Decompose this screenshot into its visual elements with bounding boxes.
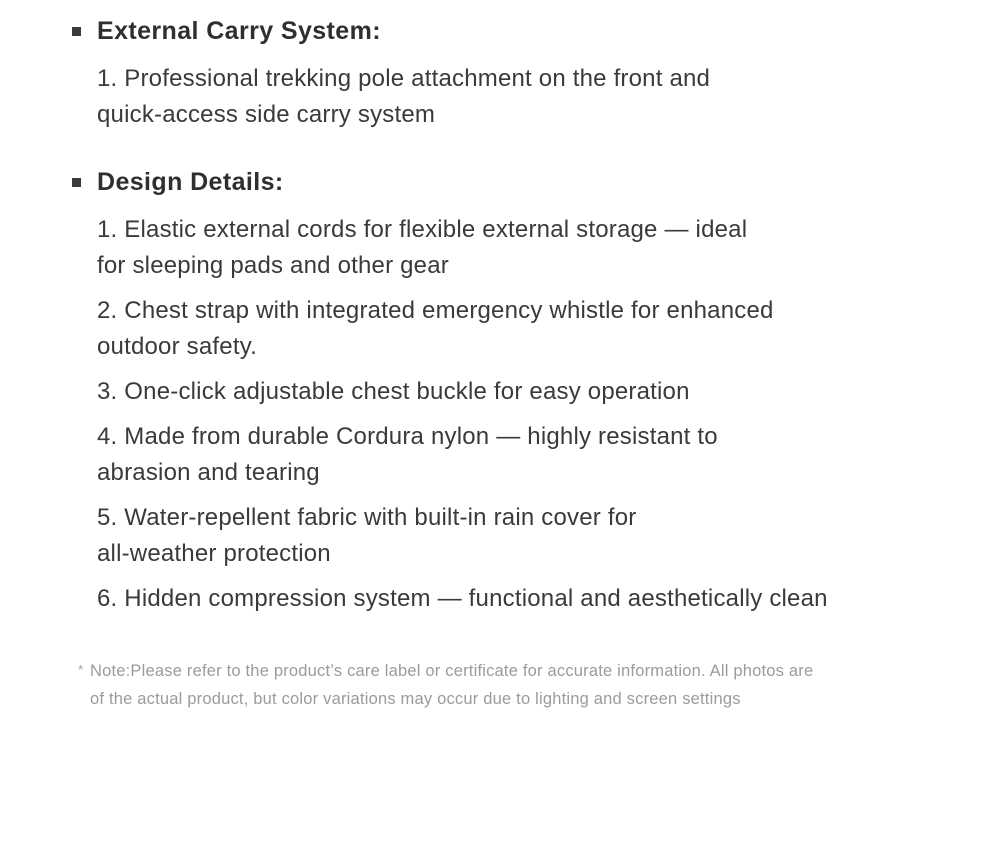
section-heading-row [72,16,980,46]
section-items [97,212,980,617]
square-bullet-icon [72,178,81,187]
feature-line: 4. Made from durable Cordura nylon — highly resistant to [97,423,718,450]
section-title: Design Details: [97,168,284,196]
feature-item [97,581,980,617]
disclaimer-text [90,657,813,713]
feature-line: for sleeping pads and other gear [97,252,449,279]
feature-item [97,374,980,410]
section-items [97,61,980,133]
asterisk-marker: * [78,662,84,677]
disclaimer-note [78,657,980,713]
section-design-details [72,167,980,617]
section-heading-row [72,167,980,197]
feature-item [97,419,980,491]
feature-line: 1. Elastic external cords for flexible external storage — ideal [97,216,748,243]
square-bullet-icon [72,27,81,36]
feature-line: 6. Hidden compression system — functional and aesthetically clean [97,585,828,612]
feature-item [97,61,980,133]
feature-line: all-weather protection [97,540,331,567]
feature-item [97,500,980,572]
feature-line: 3. One-click adjustable chest buckle for easy operation [97,378,690,405]
disclaimer-line: Note:Please refer to the product’s care label or certificate for accurate information. All photos are [90,662,814,680]
feature-line: 1. Professional trekking pole attachment on the front and [97,65,711,92]
feature-line: 2. Chest strap with integrated emergency whistle for enhanced [97,297,774,324]
feature-line: 5. Water-repellent fabric with built-in rain cover for [97,504,637,531]
feature-item [97,212,980,284]
feature-item [97,293,980,365]
feature-line: outdoor safety. [97,333,257,360]
section-title: External Carry System: [97,17,381,45]
feature-line: quick-access side carry system [97,101,436,128]
feature-line: abrasion and tearing [97,459,320,486]
disclaimer-line: of the actual product, but color variations may occur due to lighting and screen settings [90,690,741,708]
section-external-carry-system [72,16,980,133]
